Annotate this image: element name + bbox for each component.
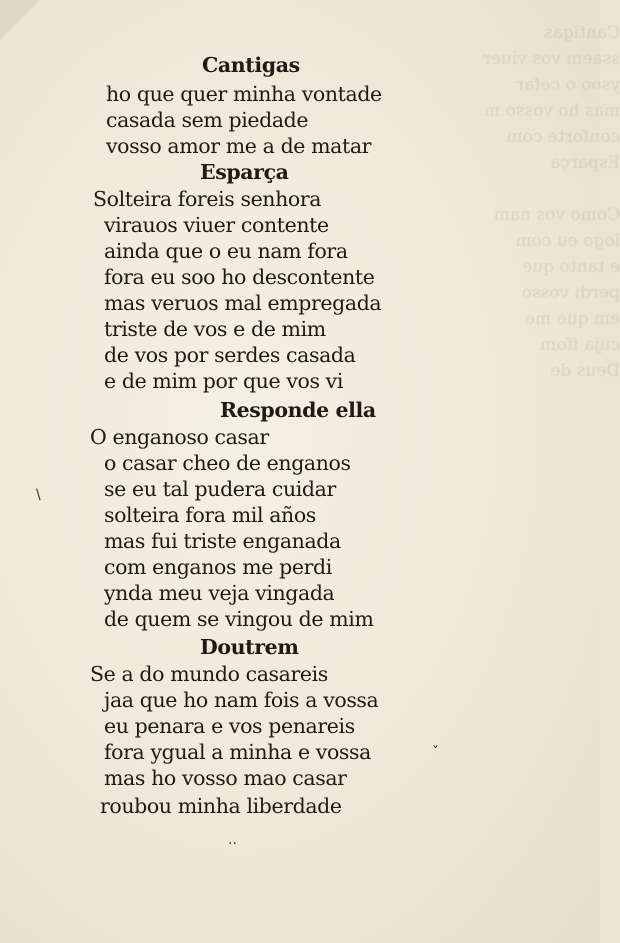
verse-line: Solteira forеis senhora <box>93 187 322 211</box>
verse-line: eu penara e vos penareis <box>104 714 355 738</box>
verse-line: se eu tal pudera cuidar <box>104 477 336 501</box>
verse-line: fora eu soo ho descontente <box>104 265 375 289</box>
stray-mark: ˇ <box>432 745 439 761</box>
stray-mark: .. <box>228 832 237 848</box>
verse-line: mas fui triste enganada <box>104 529 341 553</box>
verse-line: mas ho vosso mao casar <box>104 766 347 790</box>
verse-line: Se a do mundo casareis <box>90 662 328 686</box>
heading-responde-ella: Responde ella <box>220 398 376 422</box>
heading-doutrem: Doutrem <box>200 635 299 659</box>
verse-line: triste de vos e de mim <box>104 317 326 341</box>
verse-line: o casar cheo de enganos <box>104 451 351 475</box>
verse-line: roubou minha liberdade <box>100 794 342 818</box>
verse-line: O enganoso casar <box>90 425 269 449</box>
verse-line: ainda que o eu nam fora <box>104 239 348 263</box>
verse-line: e de mim por que vos vi <box>104 369 344 393</box>
bleed-through-text: Cantigas ssaem vos viuer ysoo o cefar mas ho vosso m conforte com Esparça Como vos nam logo eu com e tanto que perdi vosso em que me cuja ffom Deus de <box>482 23 620 381</box>
verse-line: de vos por serdes casada <box>104 343 356 367</box>
corner-fold <box>0 0 40 40</box>
verse-line: mas veruos mal empregada <box>104 291 382 315</box>
verse-line: virauos viuer contente <box>104 213 329 237</box>
heading-esparca: Esparça <box>200 160 289 184</box>
verse-line: fora ygual a minha e vossa <box>104 740 371 764</box>
heading-cantigas: Cantigas <box>202 53 300 77</box>
verse-line: de quem se vingou de mim <box>104 607 374 631</box>
verse-line: com enganos me perdi <box>104 555 332 579</box>
stray-mark: \ <box>36 487 41 503</box>
verse-line: vosso amor me a de matar <box>106 134 372 158</box>
verse-line: ho que quer minha vontade <box>106 82 382 106</box>
verse-line: casada sem piedade <box>106 108 309 132</box>
verse-line: solteira fora mil años <box>104 503 316 527</box>
verse-line: jaa que ho nam fois a vossa <box>104 688 379 712</box>
verse-line: ynda meu veja vingada <box>104 581 335 605</box>
